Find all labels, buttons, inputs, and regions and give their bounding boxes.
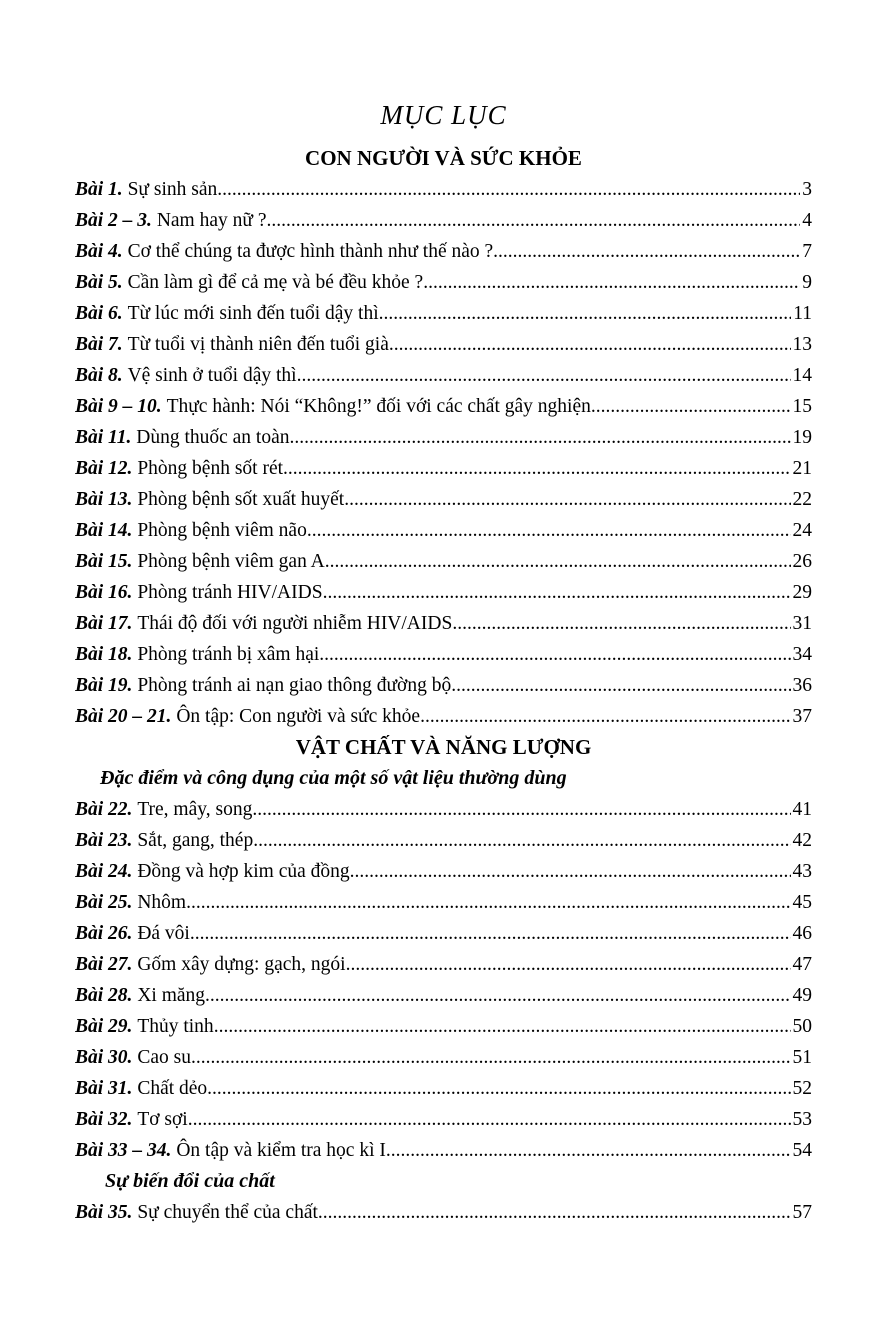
toc-entry[interactable] (75, 360, 812, 391)
dot-leader (186, 887, 790, 918)
lesson-title: Xi măng (137, 985, 206, 1006)
toc-entry[interactable] (75, 174, 812, 205)
dot-leader (207, 1073, 790, 1104)
page-number: 46 (792, 923, 812, 944)
toc-entry[interactable] (75, 577, 812, 608)
page-number: 47 (792, 954, 812, 975)
toc-entry[interactable] (75, 1104, 812, 1135)
toc-entry[interactable] (75, 1135, 812, 1166)
lesson-number: Bài 4. (75, 241, 123, 262)
lesson-number: Bài 9 – 10. (75, 396, 162, 417)
dot-leader (389, 329, 791, 360)
toc-entry[interactable] (75, 422, 812, 453)
toc-entry[interactable] (75, 639, 812, 670)
toc-entry[interactable] (75, 670, 812, 701)
toc-entry[interactable] (75, 980, 812, 1011)
table-of-contents (75, 143, 812, 1228)
page-number: 52 (792, 1078, 812, 1099)
dot-leader (451, 670, 790, 701)
toc-entry[interactable] (75, 608, 812, 639)
page-number: 4 (802, 210, 812, 231)
page-number: 22 (792, 489, 812, 510)
dot-leader (297, 360, 791, 391)
lesson-title: Tơ sợi (137, 1109, 188, 1130)
toc-entry[interactable] (75, 236, 812, 267)
toc-entry[interactable] (75, 1197, 812, 1228)
page-number: 57 (792, 1202, 812, 1223)
dot-leader (319, 639, 790, 670)
toc-entry[interactable] (75, 794, 812, 825)
dot-leader (423, 267, 800, 298)
dot-leader (323, 577, 791, 608)
lesson-title: Vệ sinh ở tuổi dậy thì (127, 365, 297, 386)
dot-leader (318, 1197, 791, 1228)
toc-entry[interactable] (75, 391, 812, 422)
lesson-number: Bài 16. (75, 582, 133, 603)
page-number: 9 (802, 272, 812, 293)
lesson-title: Thực hành: Nói “Không!” đối với các chất gây nghiện (166, 396, 591, 417)
lesson-title: Tre, mây, song (137, 799, 253, 820)
lesson-title: Cần làm gì để cả mẹ và bé đều khỏe ? (127, 272, 424, 293)
lesson-title: Đá vôi (137, 923, 190, 944)
page-number: 36 (792, 675, 812, 696)
lesson-number: Bài 13. (75, 489, 133, 510)
lesson-number: Bài 31. (75, 1078, 133, 1099)
lesson-number: Bài 5. (75, 272, 123, 293)
lesson-title: Phòng bệnh sốt rét (137, 458, 284, 479)
lesson-number: Bài 12. (75, 458, 133, 479)
dot-leader (214, 1011, 791, 1042)
lesson-title: Sự sinh sản (127, 179, 218, 200)
lesson-number: Bài 32. (75, 1109, 133, 1130)
lesson-number: Bài 14. (75, 520, 133, 541)
lesson-title: Từ lúc mới sinh đến tuổi dậy thì (127, 303, 379, 324)
dot-leader (252, 794, 790, 825)
dot-leader (266, 205, 800, 236)
dot-leader (217, 174, 800, 205)
lesson-number: Bài 1. (75, 179, 123, 200)
toc-entry[interactable] (75, 1011, 812, 1042)
dot-leader (350, 856, 791, 887)
lesson-number: Bài 7. (75, 334, 123, 355)
lesson-title: Nhôm (137, 892, 187, 913)
page-number: 15 (792, 396, 812, 417)
page-number: 49 (792, 985, 812, 1006)
lesson-title: Gốm xây dựng: gạch, ngói (137, 954, 346, 975)
page-number: 42 (792, 830, 812, 851)
dot-leader (190, 918, 791, 949)
lesson-title: Đồng và hợp kim của đồng (137, 861, 350, 882)
dot-leader (493, 236, 800, 267)
toc-entry[interactable] (75, 856, 812, 887)
dot-leader (452, 608, 790, 639)
dot-leader (188, 1104, 791, 1135)
dot-leader (420, 701, 790, 732)
page-number: 3 (802, 179, 812, 200)
dot-leader (591, 391, 791, 422)
lesson-title: Cơ thể chúng ta được hình thành như thế nào ? (127, 241, 494, 262)
lesson-title: Sắt, gang, thép (137, 830, 254, 851)
lesson-number: Bài 23. (75, 830, 133, 851)
toc-entry[interactable] (75, 887, 812, 918)
lesson-number: Bài 24. (75, 861, 133, 882)
lesson-number: Bài 27. (75, 954, 133, 975)
lesson-title: Phòng bệnh sốt xuất huyết (137, 489, 345, 510)
dot-leader (307, 515, 791, 546)
toc-entry[interactable] (75, 546, 812, 577)
lesson-number: Bài 18. (75, 644, 133, 665)
toc-entry[interactable] (75, 484, 812, 515)
page-number: 54 (792, 1140, 812, 1161)
lesson-title: Ôn tập và kiểm tra học kì I (176, 1140, 386, 1161)
page-number: 24 (792, 520, 812, 541)
lesson-number: Bài 8. (75, 365, 123, 386)
toc-entry[interactable] (75, 515, 812, 546)
subsection-heading: Sự biến đổi của chất (105, 1170, 275, 1192)
lesson-title: Phòng tránh ai nạn giao thông đường bộ (137, 675, 452, 696)
page-number: 7 (802, 241, 812, 262)
page-number: 53 (792, 1109, 812, 1130)
lesson-number: Bài 28. (75, 985, 133, 1006)
lesson-title: Thủy tinh (137, 1016, 214, 1037)
lesson-number: Bài 17. (75, 613, 133, 634)
lesson-number: Bài 22. (75, 799, 133, 820)
dot-leader (205, 980, 790, 1011)
dot-leader (283, 453, 790, 484)
lesson-title: Dùng thuốc an toàn (136, 427, 290, 448)
lesson-title: Cao su (137, 1047, 191, 1068)
toc-entry[interactable] (75, 918, 812, 949)
page-number: 41 (792, 799, 812, 820)
dot-leader (346, 949, 791, 980)
toc-entry[interactable] (75, 298, 812, 329)
lesson-number: Bài 15. (75, 551, 133, 572)
lesson-title: Thái độ đối với người nhiễm HIV/AIDS (137, 613, 453, 634)
toc-entry[interactable] (75, 453, 812, 484)
page-number: 11 (793, 303, 812, 324)
lesson-number: Bài 2 – 3. (75, 210, 152, 231)
lesson-title: Từ tuổi vị thành niên đến tuổi già (127, 334, 389, 355)
lesson-title: Nam hay nữ ? (156, 210, 267, 231)
lesson-title: Phòng bệnh viêm não (137, 520, 307, 541)
toc-entry[interactable] (75, 329, 812, 360)
page-number: 31 (792, 613, 812, 634)
lesson-number: Bài 33 – 34. (75, 1140, 172, 1161)
page-number: 26 (792, 551, 812, 572)
page-number: 34 (792, 644, 812, 665)
lesson-number: Bài 29. (75, 1016, 133, 1037)
lesson-title: Phòng tránh bị xâm hại (137, 644, 320, 665)
toc-entry[interactable] (75, 205, 812, 236)
page-number: 21 (792, 458, 812, 479)
toc-entry[interactable] (75, 949, 812, 980)
dot-leader (191, 1042, 791, 1073)
page-number: 37 (792, 706, 812, 727)
dot-leader (386, 1135, 791, 1166)
lesson-number: Bài 20 – 21. (75, 706, 172, 727)
page-number: 19 (792, 427, 812, 448)
page-number: 43 (792, 861, 812, 882)
toc-entry[interactable] (75, 1042, 812, 1073)
lesson-number: Bài 6. (75, 303, 123, 324)
lesson-number: Bài 11. (75, 427, 132, 448)
section-heading: CON NGƯỜI VÀ SỨC KHỎE (305, 146, 582, 170)
page-number: 14 (792, 365, 812, 386)
dot-leader (379, 298, 792, 329)
page-number: 13 (792, 334, 812, 355)
lesson-title: Sự chuyển thể của chất (137, 1202, 318, 1223)
lesson-title: Phòng bệnh viêm gan A (137, 551, 325, 572)
lesson-number: Bài 35. (75, 1202, 133, 1223)
page-number: 51 (792, 1047, 812, 1068)
lesson-number: Bài 25. (75, 892, 133, 913)
toc-entry[interactable] (75, 825, 812, 856)
lesson-number: Bài 19. (75, 675, 133, 696)
lesson-number: Bài 30. (75, 1047, 133, 1068)
page-number: 50 (792, 1016, 812, 1037)
dot-leader (290, 422, 791, 453)
section-heading: VẬT CHẤT VÀ NĂNG LƯỢNG (295, 735, 592, 759)
lesson-title: Phòng tránh HIV/AIDS (137, 582, 323, 603)
dot-leader (253, 825, 790, 856)
lesson-title: Chất dẻo (137, 1078, 208, 1099)
lesson-title: Ôn tập: Con người và sức khỏe (176, 706, 421, 727)
toc-entry[interactable] (75, 701, 812, 732)
dot-leader (344, 484, 790, 515)
dot-leader (325, 546, 791, 577)
page-number: 45 (792, 892, 812, 913)
toc-entry[interactable] (75, 1073, 812, 1104)
lesson-number: Bài 26. (75, 923, 133, 944)
page-title: MỤC LỤC (380, 100, 507, 130)
page-number: 29 (792, 582, 812, 603)
subsection-heading: Đặc điểm và công dụng của một số vật liệu thường dùng (100, 767, 567, 789)
toc-entry[interactable] (75, 267, 812, 298)
